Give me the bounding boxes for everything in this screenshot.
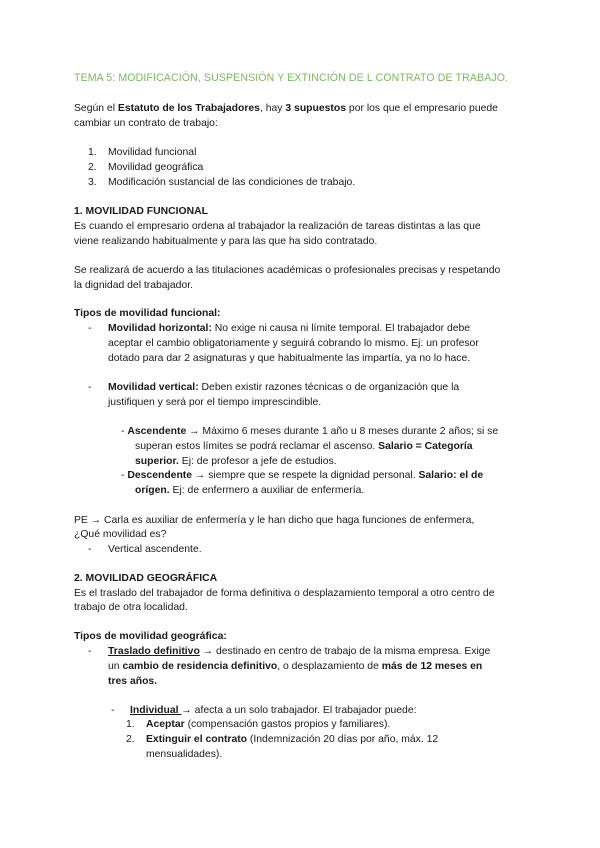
bullet-line: justifiquen y será por el tiempo imprescindible. [108,397,322,408]
bullet-line: Movilidad vertical: Deben existir razones técnicas o de organización que la [108,382,460,393]
bullet-line: un cambio de residencia definitivo, o desplazamiento de más de 12 meses en [108,661,483,672]
list-item: 1. Movilidad funcional [88,147,197,158]
example-answer: Vertical ascendente. [108,544,202,555]
sub-bullet-line: - Descendente → siempre que se respete la dignidad personal. Salario: el de [121,470,484,481]
intro-line-1: Según el Estatuto de los Trabajadores, hay 3 supuestos por los que el empresario puede [74,103,498,114]
sub-bullet-line: superior. Ej: de profesor a jefe de estudios. [135,456,337,467]
paragraph-line: Es cuando el empresario ordena al trabajador la realización de tareas distintas a las que [74,221,481,232]
paragraph-line: trabajo de otra localidad. [74,602,188,613]
page-title: TEMA 5: MODIFICACIÓN, SUSPENSIÓN Y EXTINCIÓN DE L CONTRATO DE TRABAJO. [74,72,509,84]
sub-bullet-line: - Ascendente → Máximo 6 meses durante 1 año u 8 meses durante 2 años; si se [121,426,499,437]
paragraph-line: Se realizará de acuerdo a las titulaciones académicas o profesionales precisas y respetando [74,265,501,276]
section-heading: 1. MOVILIDAD FUNCIONAL [74,206,208,217]
list-item: 1. Aceptar (compensación gastos propios y familiares). [126,719,391,730]
example-line: ¿Qué movilidad es? [74,529,167,540]
list-item: 3. Modificación sustancial de las condiciones de trabajo. [88,177,356,188]
intro-line-2: cambiar un contrato de trabajo: [74,118,218,129]
example-line: PE → Carla es auxiliar de enfermería y le han dicho que haga funciones de enfermera, [74,515,475,526]
subsection-heading: Tipos de movilidad geográfica: [74,631,227,642]
bullet-dash: - [88,646,92,657]
bullet-dash: - [88,323,92,334]
paragraph-line: Es el traslado del trabajador de forma definitiva o desplazamiento temporal a otro centro de [74,588,495,599]
bullet-dash: - [88,544,92,555]
bullet-line: tres años. [108,676,158,687]
sub-bullet-line: Individual → afecta a un solo trabajador. El trabajador puede: [130,705,417,716]
bullet-dash: - [88,382,92,393]
bullet-line: Movilidad horizontal: No exige ni causa ni límite temporal. El trabajador debe [108,323,471,334]
bullet-line: Traslado definitivo → destinado en centro de trabajo de la misma empresa. Exige [108,646,491,657]
list-item: 2. Movilidad geográfica [88,162,204,173]
sub-bullet-line: orígen. Ej: de enfermero a auxiliar de enfermería. [135,485,365,496]
subsection-heading: Tipos de movilidad funcional: [74,308,221,319]
paragraph-line: viene realizando habitualmente y para las que ha sido contratado. [74,236,378,247]
list-item-continuation: mensualidades). [146,749,223,760]
paragraph-line: la dignidad del trabajador. [74,280,194,291]
section-heading: 2. MOVILIDAD GEOGRÁFICA [74,573,218,584]
bullet-line: aceptar el cambio obligatoriamente y seguirá cobrando lo mismo. Ej: un profesor [108,338,479,349]
list-item: 2. Extinguir el contrato (Indemnización 20 días por año, máx. 12 [126,734,439,745]
bullet-line: dotado para dar 2 asignaturas y que habitualmente las impartía, ya no lo hace. [108,353,471,364]
sub-bullet-line: superan estos límites se podrá reclamar el ascenso. Salario = Categoría [135,441,473,452]
bullet-dash: - [111,705,115,716]
